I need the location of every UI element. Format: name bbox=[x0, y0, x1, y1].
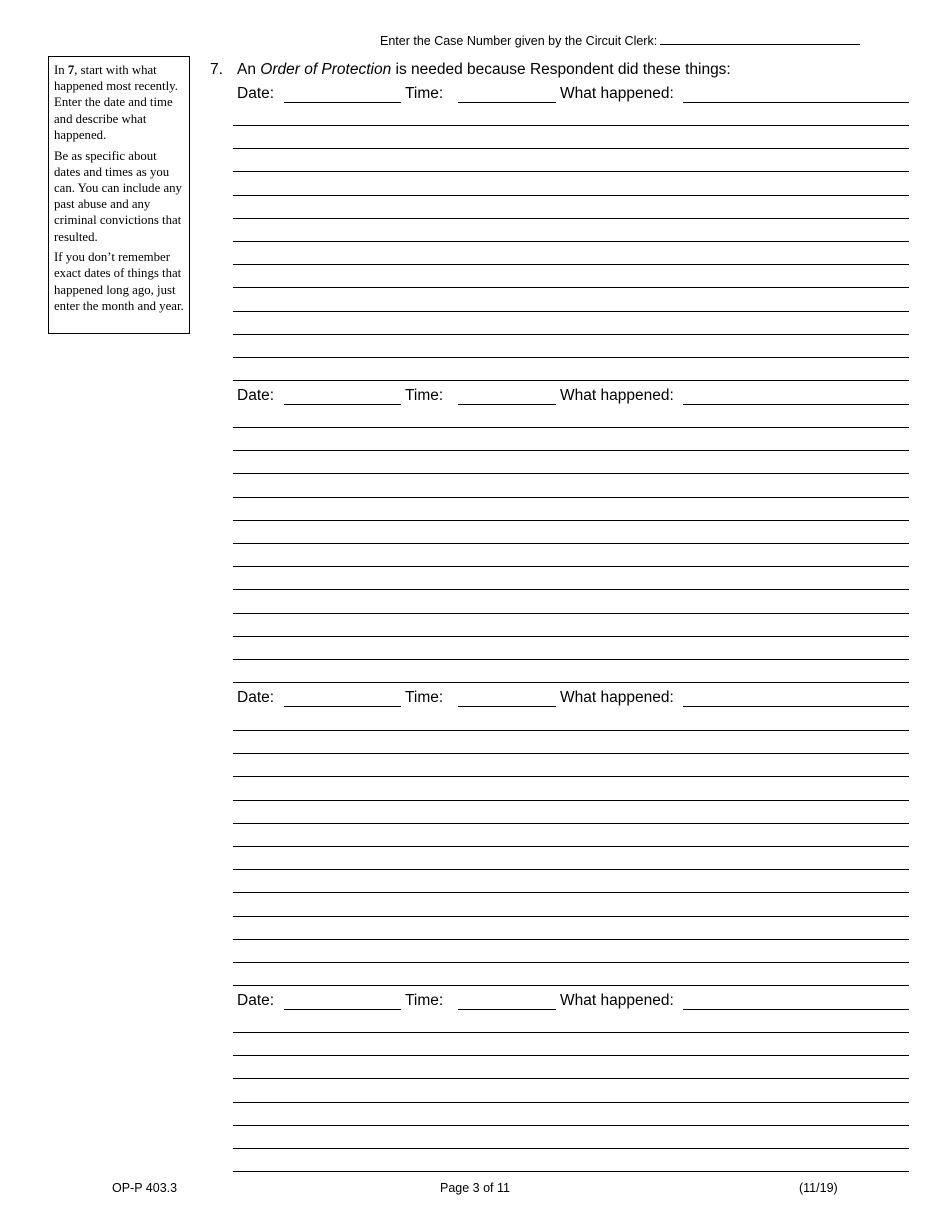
what-happened-label: What happened: bbox=[560, 689, 674, 706]
date-label: Date: bbox=[237, 387, 275, 404]
what-happened-label: What happened: bbox=[560, 992, 674, 1009]
time-label: Time: bbox=[405, 992, 444, 1009]
page-number: Page 3 of 11 bbox=[440, 1181, 510, 1195]
writing-line[interactable] bbox=[233, 962, 909, 963]
writing-line[interactable] bbox=[233, 543, 909, 544]
instructions-box bbox=[48, 56, 190, 334]
time-field[interactable] bbox=[458, 404, 556, 405]
writing-line[interactable] bbox=[233, 311, 909, 312]
writing-line[interactable] bbox=[233, 1102, 909, 1103]
writing-line[interactable] bbox=[233, 171, 909, 172]
writing-line[interactable] bbox=[233, 823, 909, 824]
date-field[interactable] bbox=[284, 102, 401, 103]
date-label: Date: bbox=[237, 85, 275, 102]
writing-line[interactable] bbox=[233, 753, 909, 754]
writing-line[interactable] bbox=[233, 659, 909, 660]
order-of-protection-term: Order of Protection bbox=[260, 61, 392, 78]
what-happened-field[interactable] bbox=[683, 1009, 909, 1010]
incident-entry-1 bbox=[237, 85, 909, 107]
writing-line[interactable] bbox=[233, 334, 909, 335]
time-label: Time: bbox=[405, 387, 444, 404]
writing-line[interactable] bbox=[233, 1171, 909, 1172]
writing-line[interactable] bbox=[233, 195, 909, 196]
incident-entry-2 bbox=[237, 387, 909, 409]
time-label: Time: bbox=[405, 689, 444, 706]
writing-line[interactable] bbox=[233, 1078, 909, 1079]
instruction-paragraph-2: Be as specific about dates and times as you can. You can include any past abuse and any criminal convictions that resulted. bbox=[54, 148, 182, 244]
writing-line[interactable] bbox=[233, 1032, 909, 1033]
writing-line[interactable] bbox=[233, 613, 909, 614]
writing-line[interactable] bbox=[233, 846, 909, 847]
what-happened-field[interactable] bbox=[683, 102, 909, 103]
writing-line[interactable] bbox=[233, 869, 909, 870]
writing-line[interactable] bbox=[233, 287, 909, 288]
date-field[interactable] bbox=[284, 1009, 401, 1010]
what-happened-field[interactable] bbox=[683, 706, 909, 707]
writing-line[interactable] bbox=[233, 636, 909, 637]
writing-line[interactable] bbox=[233, 520, 909, 521]
writing-line[interactable] bbox=[233, 125, 909, 126]
writing-line[interactable] bbox=[233, 473, 909, 474]
incident-entry-3 bbox=[237, 689, 909, 711]
date-label: Date: bbox=[237, 992, 275, 1009]
writing-lines bbox=[233, 0, 909, 1230]
writing-line[interactable] bbox=[233, 427, 909, 428]
form-id: OP-P 403.3 bbox=[112, 1181, 178, 1195]
writing-line[interactable] bbox=[233, 218, 909, 219]
writing-line[interactable] bbox=[233, 148, 909, 149]
writing-line[interactable] bbox=[233, 1055, 909, 1056]
form-revision: (11/19) bbox=[799, 1181, 838, 1195]
writing-line[interactable] bbox=[233, 682, 909, 683]
instruction-paragraph-3: If you don’t remember exact dates of things that happened long ago, just enter the month and year. bbox=[54, 250, 184, 313]
time-label: Time: bbox=[405, 85, 444, 102]
time-field[interactable] bbox=[458, 1009, 556, 1010]
time-field[interactable] bbox=[458, 102, 556, 103]
incident-entry-4 bbox=[237, 992, 909, 1014]
what-happened-field[interactable] bbox=[683, 404, 909, 405]
writing-line[interactable] bbox=[233, 730, 909, 731]
writing-line[interactable] bbox=[233, 985, 909, 986]
writing-line[interactable] bbox=[233, 776, 909, 777]
what-happened-label: What happened: bbox=[560, 85, 674, 102]
writing-line[interactable] bbox=[233, 939, 909, 940]
date-field[interactable] bbox=[284, 404, 401, 405]
writing-line[interactable] bbox=[233, 892, 909, 893]
writing-line[interactable] bbox=[233, 589, 909, 590]
question-number: 7. bbox=[210, 61, 223, 78]
date-label: Date: bbox=[237, 689, 275, 706]
writing-line[interactable] bbox=[233, 357, 909, 358]
section-number: 7 bbox=[67, 63, 75, 77]
question-text: An Order of Protection is needed because Respondent did these things: bbox=[237, 61, 731, 78]
writing-line[interactable] bbox=[233, 1125, 909, 1126]
what-happened-label: What happened: bbox=[560, 387, 674, 404]
instruction-paragraph-1: In 7, start with what happened most recently. Enter the date and time and describe what happened. bbox=[54, 63, 178, 142]
case-number-prompt: Enter the Case Number given by the Circuit Clerk: bbox=[380, 34, 658, 48]
writing-line[interactable] bbox=[233, 1148, 909, 1149]
writing-line[interactable] bbox=[233, 916, 909, 917]
writing-line[interactable] bbox=[233, 264, 909, 265]
time-field[interactable] bbox=[458, 706, 556, 707]
writing-line[interactable] bbox=[233, 380, 909, 381]
writing-line[interactable] bbox=[233, 497, 909, 498]
writing-line[interactable] bbox=[233, 450, 909, 451]
writing-line[interactable] bbox=[233, 241, 909, 242]
date-field[interactable] bbox=[284, 706, 401, 707]
writing-line[interactable] bbox=[233, 800, 909, 801]
writing-line[interactable] bbox=[233, 566, 909, 567]
